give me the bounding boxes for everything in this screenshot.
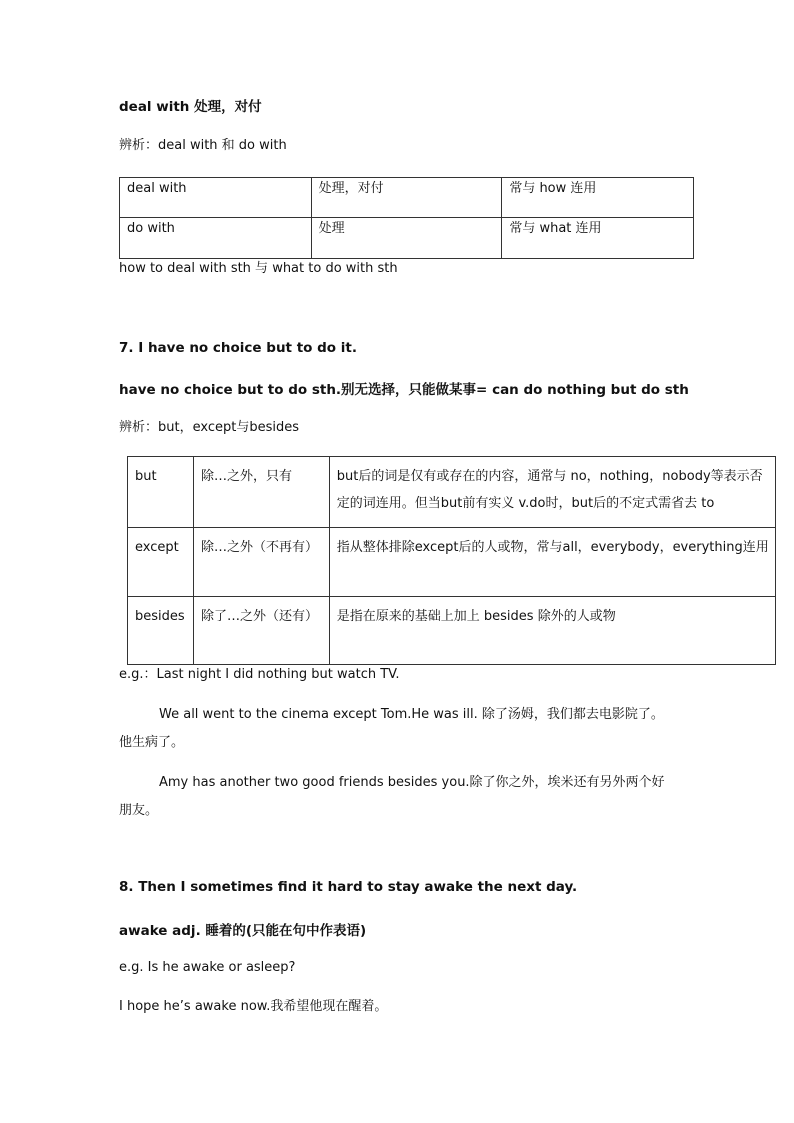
example-but: e.g.：Last night I did nothing but watch TV. bbox=[119, 667, 400, 682]
table-cell: 处理 bbox=[311, 218, 502, 259]
table-cell: 除…之外，只有 bbox=[193, 457, 329, 528]
deal-with-compare-label: 辨析：deal with 和 do with bbox=[119, 138, 287, 153]
example-besides-line2: 朋友。 bbox=[119, 803, 159, 818]
section-7-heading: 7. I have no choice but to do it. bbox=[119, 340, 357, 356]
example-except-line1: We all went to the cinema except Tom.He was ill. 除了汤姆，我们都去电影院了。 bbox=[159, 707, 664, 722]
table-cell: 指从整体排除except后的人或物，常与all，everybody，everything连用 bbox=[329, 528, 775, 597]
table-cell: 除…之外（不再有） bbox=[193, 528, 329, 597]
but-except-besides-table bbox=[127, 456, 776, 665]
table-row bbox=[128, 457, 776, 528]
section-8-phrase: awake adj. 睡着的(只能在句中作表语) bbox=[119, 923, 367, 939]
deal-with-table bbox=[119, 177, 694, 259]
example-besides-line1: Amy has another two good friends besides you.除了你之外，埃米还有另外两个好 bbox=[159, 775, 665, 790]
table-cell: deal with bbox=[120, 178, 312, 218]
section-7-phrase: have no choice but to do sth.别无选择，只能做某事= can do nothing but do sth bbox=[119, 382, 689, 398]
deal-with-note: how to deal with sth 与 what to do with sth bbox=[119, 261, 398, 276]
section-8-heading: 8. Then I sometimes find it hard to stay awake the next day. bbox=[119, 879, 578, 895]
table-row bbox=[128, 597, 776, 665]
table-cell: 除了…之外（还有） bbox=[193, 597, 329, 665]
table-row bbox=[128, 528, 776, 597]
example-awake-question: e.g. Is he awake or asleep? bbox=[119, 960, 296, 975]
table-cell: except bbox=[128, 528, 194, 597]
table-cell: 是指在原来的基础上加上 besides 除外的人或物 bbox=[329, 597, 775, 665]
deal-with-heading: deal with 处理，对付 bbox=[119, 99, 262, 115]
table-row bbox=[120, 218, 694, 259]
table-cell: do with bbox=[120, 218, 312, 259]
section-7-compare-label: 辨析：but，except与besides bbox=[119, 420, 299, 435]
table-cell: but后的词是仅有或存在的内容，通常与 no，nothing，nobody等表示否定的词连用。但当but前有实义 v.do时，but后的不定式需省去 to bbox=[329, 457, 775, 528]
table-row bbox=[120, 178, 694, 218]
example-except-line2: 他生病了。 bbox=[119, 735, 185, 750]
table-cell: besides bbox=[128, 597, 194, 665]
table-cell: 处理，对付 bbox=[311, 178, 502, 218]
table-cell: 常与 how 连用 bbox=[502, 178, 694, 218]
table-cell: but bbox=[128, 457, 194, 528]
example-awake-sentence: I hope he’s awake now.我希望他现在醒着。 bbox=[119, 999, 388, 1014]
table-cell: 常与 what 连用 bbox=[502, 218, 694, 259]
